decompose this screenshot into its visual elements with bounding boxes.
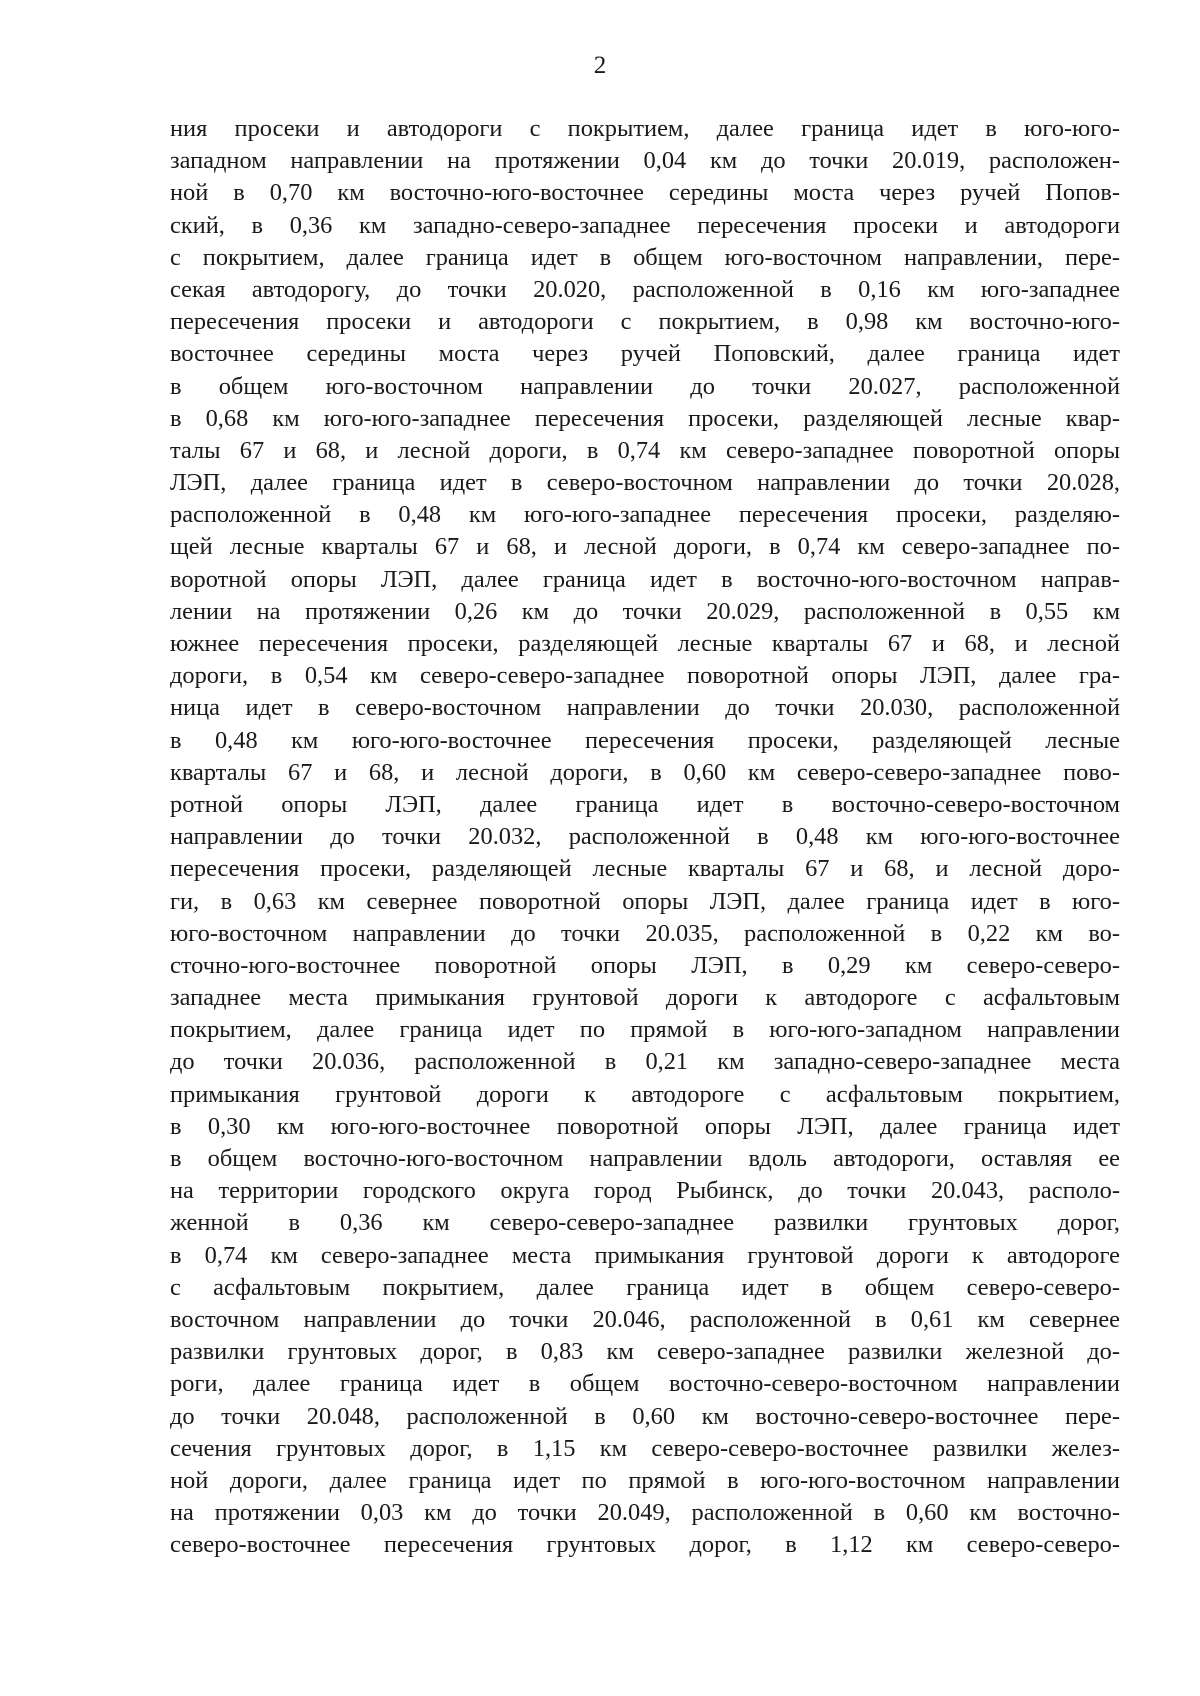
- text-line: западнее места примыкания грунтовой дороги к автодороге с асфальтовым: [170, 984, 1120, 1012]
- text-line: развилки грунтовых дорог, в 0,83 км северо-западнее развилки железной до-: [170, 1338, 1120, 1366]
- text-line: ротной опоры ЛЭП, далее граница идет в восточно-северо-восточном: [170, 790, 1120, 818]
- text-line: сточно-юго-восточнее поворотной опоры ЛЭП, в 0,29 км северо-северо-: [170, 951, 1120, 979]
- text-line: ский, в 0,36 км западно-северо-западнее пересечения просеки и автодороги: [170, 211, 1120, 239]
- text-line: примыкания грунтовой дороги к автодороге с асфальтовым покрытием,: [170, 1080, 1120, 1108]
- text-line: южнее пересечения просеки, разделяющей лесные кварталы 67 и 68, и лесной: [170, 630, 1120, 657]
- text-line: ница идет в северо-восточном направлении до точки 20.030, расположенной: [170, 694, 1120, 722]
- text-line: сечения грунтовых дорог, в 1,15 км северо-северо-восточнее развилки желез-: [170, 1434, 1120, 1462]
- text-line: кварталы 67 и 68, и лесной дороги, в 0,60 км северо-северо-западнее пово-: [170, 758, 1120, 786]
- text-line: на территории городского округа город Рыбинск, до точки 20.043, располо-: [170, 1177, 1120, 1205]
- text-line: женной в 0,36 км северо-северо-западнее развилки грунтовых дорог,: [170, 1209, 1120, 1237]
- body-paragraph: [170, 113, 1120, 1561]
- text-line: лении на протяжении 0,26 км до точки 20.029, расположенной в 0,55 км: [170, 597, 1120, 625]
- text-line: в 0,48 км юго-юго-восточнее пересечения просеки, разделяющей лесные: [170, 726, 1120, 754]
- text-line: ЛЭП, далее граница идет в северо-восточном направлении до точки 20.028,: [170, 469, 1120, 497]
- text-line: талы 67 и 68, и лесной дороги, в 0,74 км северо-западнее поворотной опоры: [170, 436, 1120, 464]
- text-line: в 0,68 км юго-юго-западнее пересечения просеки, разделяющей лесные квар-: [170, 404, 1120, 432]
- text-line: с асфальтовым покрытием, далее граница идет в общем северо-северо-: [170, 1273, 1120, 1301]
- text-line: ной дороги, далее граница идет по прямой в юго-юго-восточном направлении: [170, 1466, 1120, 1494]
- text-line: направлении до точки 20.032, расположенной в 0,48 км юго-юго-восточнее: [170, 823, 1120, 851]
- text-line: до точки 20.048, расположенной в 0,60 км восточно-северо-восточнее пере-: [170, 1402, 1120, 1430]
- page-number: 2: [593, 52, 607, 79]
- text-line: в общем восточно-юго-восточном направлении вдоль автодороги, оставляя ее: [170, 1145, 1120, 1172]
- text-line: в 0,30 км юго-юго-восточнее поворотной опоры ЛЭП, далее граница идет: [170, 1112, 1120, 1140]
- text-line: юго-восточном направлении до точки 20.035, расположенной в 0,22 км во-: [170, 919, 1120, 947]
- text-line: пересечения просеки, разделяющей лесные кварталы 67 и 68, и лесной доро-: [170, 855, 1120, 883]
- text-line: ния просеки и автодороги с покрытием, далее граница идет в юго-юго-: [170, 115, 1120, 142]
- text-line: воротной опоры ЛЭП, далее граница идет в восточно-юго-восточном направ-: [170, 565, 1120, 593]
- text-line: расположенной в 0,48 км юго-юго-западнее пересечения просеки, разделяю-: [170, 501, 1120, 529]
- text-line: восточном направлении до точки 20.046, расположенной в 0,61 км севернее: [170, 1305, 1120, 1333]
- text-line: в 0,74 км северо-западнее места примыкания грунтовой дороги к автодороге: [170, 1241, 1120, 1269]
- text-line: секая автодорогу, до точки 20.020, расположенной в 0,16 км юго-западнее: [170, 275, 1120, 303]
- text-line: западном направлении на протяжении 0,04 км до точки 20.019, расположен-: [170, 147, 1120, 175]
- text-line: до точки 20.036, расположенной в 0,21 км западно-северо-западнее места: [170, 1048, 1120, 1076]
- text-line: ной в 0,70 км восточно-юго-восточнее середины моста через ручей Попов-: [170, 179, 1120, 207]
- text-line: роги, далее граница идет в общем восточно-северо-восточном направлении: [170, 1370, 1120, 1398]
- text-line: щей лесные кварталы 67 и 68, и лесной дороги, в 0,74 км северо-западнее по-: [170, 533, 1120, 561]
- text-line: на протяжении 0,03 км до точки 20.049, расположенной в 0,60 км восточно-: [170, 1499, 1120, 1527]
- text-line: с покрытием, далее граница идет в общем юго-восточном направлении, пере-: [170, 243, 1120, 271]
- text-line: дороги, в 0,54 км северо-северо-западнее поворотной опоры ЛЭП, далее гра-: [170, 662, 1120, 690]
- text-line: покрытием, далее граница идет по прямой в юго-юго-западном направлении: [170, 1016, 1120, 1044]
- text-line: восточнее середины моста через ручей Поповский, далее граница идет: [170, 340, 1120, 368]
- text-line: пересечения просеки и автодороги с покрытием, в 0,98 км восточно-юго-: [170, 308, 1120, 336]
- text-line: северо-восточнее пересечения грунтовых дорог, в 1,12 км северо-северо-: [170, 1531, 1120, 1559]
- text-line: в общем юго-восточном направлении до точки 20.027, расположенной: [170, 372, 1120, 400]
- text-line: ги, в 0,63 км севернее поворотной опоры ЛЭП, далее граница идет в юго-: [170, 887, 1120, 915]
